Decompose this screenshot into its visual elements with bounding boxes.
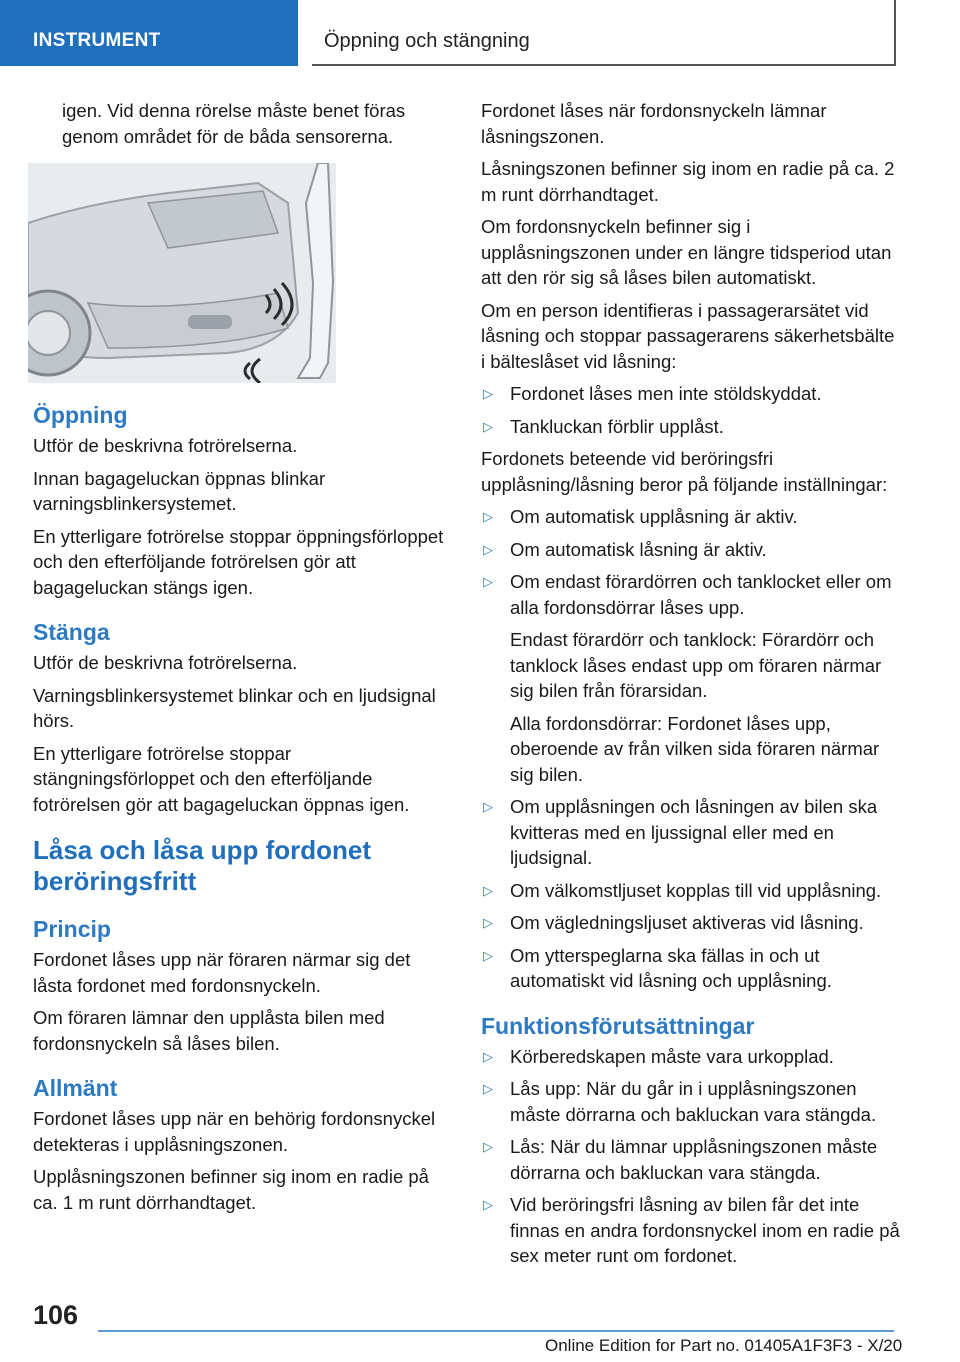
paragraph: Om en person identifieras i passagerarsätet vid låsning och stoppar passagerarens säkerhetsbälte i bälteslåset vid låsning:	[481, 299, 895, 372]
bullet-list	[481, 794, 901, 994]
paragraph: Innan bagageluckan öppnas blinkar varningsblinkersystemet.	[33, 467, 326, 514]
triangle-bullet-icon: ▷	[483, 1081, 493, 1096]
bullet-list	[481, 1044, 901, 1269]
triangle-bullet-icon: ▷	[483, 509, 493, 524]
triangle-bullet-icon: ▷	[483, 799, 493, 814]
list-item: ▷ Fordonet låses men inte stöldskyddat.	[481, 381, 901, 407]
car-foot-sensor-icon	[28, 163, 336, 383]
triangle-bullet-icon: ▷	[483, 1197, 493, 1212]
tailgate-illustration	[28, 163, 336, 383]
triangle-bullet-icon: ▷	[483, 574, 493, 589]
heading-funktionsforutsattningar: Funktionsförutsättningar	[481, 1012, 755, 1039]
heading-allmant: Allmänt	[33, 1075, 118, 1101]
bullet-list	[481, 381, 901, 439]
page-header	[0, 0, 960, 66]
list-item: ▷ Om ytterspeglarna ska fällas in och ut automatiskt vid låsning och upplåsning.	[483, 944, 832, 991]
list-item: ▷ Om automatisk upplåsning är aktiv.	[481, 504, 901, 530]
list-item: ▷ Lås upp: När du går in i upplåsningszonen måste dörrarna och bakluckan vara stängda.	[483, 1078, 877, 1125]
heading-stanga: Stänga	[33, 619, 110, 645]
paragraph: Utför de beskrivna fotrörelserna.	[33, 435, 298, 456]
bullet-list	[481, 504, 901, 620]
list-item: ▷ Om endast förardörren och tanklocket eller om alla fordonsdörrar låses upp.	[483, 571, 892, 618]
main-heading: Låsa och låsa upp fordonet beröringsfritt	[33, 835, 372, 896]
paragraph: Om fordonsnyckeln befinner sig i upplåsningszonen under en längre tidsperiod utan att den rör sig så låses bilen automatiskt.	[481, 216, 892, 288]
page-number: 106	[33, 1300, 79, 1330]
sub-paragraph: Endast förardörr och tanklock: Förardörr och tanklock låses endast upp om föraren närmar sig bilen från förarsidan.	[510, 629, 882, 701]
heading-princip: Princip	[33, 916, 111, 942]
paragraph: Om föraren lämnar den upplåsta bilen med fordonsnyckeln så låses bilen.	[33, 1007, 385, 1054]
chapter-label: Öppning och stängning	[324, 30, 530, 52]
paragraph: Fordonet låses när fordonsnyckeln lämnar låsningszonen.	[481, 100, 827, 147]
heading-oppning: Öppning	[33, 402, 128, 428]
triangle-bullet-icon: ▷	[483, 386, 493, 401]
list-item: ▷ Vid beröringsfri låsning av bilen får det inte finnas en andra fordonsnyckel inom en radie på sex meter runt om fordonet.	[483, 1194, 900, 1266]
triangle-bullet-icon: ▷	[483, 541, 493, 557]
list-item: ▷ Om välkomstljuset kopplas till vid upplåsning.	[481, 878, 901, 904]
list-item: ▷ Om vägledningsljuset aktiveras vid låsning.	[481, 910, 901, 936]
triangle-bullet-icon: ▷	[483, 947, 493, 963]
triangle-bullet-icon: ▷	[483, 882, 493, 898]
paragraph: Upplåsningszonen befinner sig inom en radie på ca. 1 m runt dörrhandtaget.	[33, 1166, 429, 1213]
list-item: ▷ Körberedskapen måste vara urkopplad.	[481, 1044, 901, 1070]
section-label: INSTRUMENT	[33, 30, 161, 51]
paragraph: Fordonet låses upp när en behörig fordonsnyckel detekteras i upplåsningszonen.	[33, 1108, 436, 1155]
intro-text: igen. Vid denna rörelse måste benet föras genom området för de båda sensorerna.	[62, 100, 406, 147]
chapter-tab	[312, 0, 896, 66]
triangle-bullet-icon: ▷	[483, 1139, 493, 1154]
triangle-bullet-icon: ▷	[483, 1048, 493, 1064]
triangle-bullet-icon: ▷	[483, 418, 493, 434]
list-item: ▷ Lås: När du lämnar upplåsningszonen måste dörrarna och bakluckan vara stängda.	[483, 1136, 878, 1183]
paragraph: En ytterligare fotrörelse stoppar öppningsförloppet och den efterföljande fotrörelsen gör att bagageluckan stängs igen.	[33, 525, 444, 598]
sub-paragraph: Alla fordonsdörrar: Fordonet låses upp, oberoende av från vilken sida föraren närmar sig bilen.	[510, 712, 880, 785]
paragraph: Låsningszonen befinner sig inom en radie på ca. 2 m runt dörrhandtaget.	[481, 158, 895, 205]
paragraph: Varningsblinkersystemet blinkar och en ljudsignal hörs.	[33, 684, 436, 731]
list-item: ▷ Om upplåsningen och låsningen av bilen ska kvitteras med en ljussignal eller med en ljudsignal.	[483, 796, 878, 868]
right-column	[481, 98, 901, 1276]
edition-text: Online Edition for Part no. 01405A1F3F3 - X/20	[545, 1336, 903, 1355]
paragraph: En ytterligare fotrörelse stoppar stängningsförloppet och den efterföljande fotrörelsen gör att bagageluckan öppnas igen.	[33, 742, 410, 815]
footer-divider	[98, 1330, 894, 1332]
paragraph: Fordonet låses upp när föraren närmar sig det låsta fordonet med fordonsnyckeln.	[33, 949, 411, 996]
list-item: ▷ Om automatisk låsning är aktiv.	[481, 537, 901, 563]
paragraph: Fordonets beteende vid beröringsfri upplåsning/låsning beror på följande inställningar:	[481, 448, 888, 495]
left-column	[33, 98, 453, 1222]
section-tab	[0, 0, 298, 66]
paragraph: Utför de beskrivna fotrörelserna.	[33, 652, 298, 673]
triangle-bullet-icon: ▷	[483, 915, 493, 930]
list-item: ▷ Tankluckan förblir upplåst.	[481, 414, 901, 440]
